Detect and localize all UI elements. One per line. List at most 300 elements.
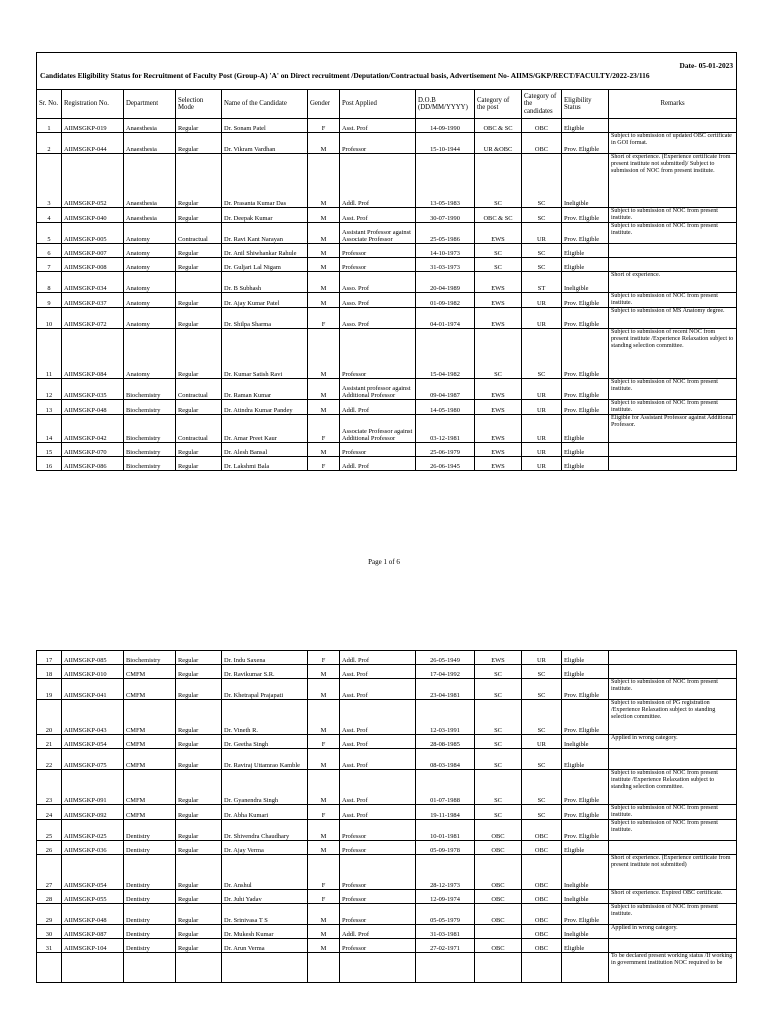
sr-cell: 31	[37, 939, 62, 953]
title-cell	[37, 53, 737, 90]
registration-cell: AIIMSGKP-054	[62, 855, 124, 890]
post-applied-cell: Professor	[340, 841, 416, 855]
gender-cell: F	[308, 735, 340, 749]
post-applied-cell: Assistant Professor against Associate Professor	[340, 223, 416, 244]
department-cell: Anaesthesia	[124, 154, 176, 208]
gender-cell: M	[308, 770, 340, 805]
gender-cell: F	[308, 890, 340, 904]
eligibility-status-cell: Prov. Eligible	[562, 133, 609, 154]
selection-mode-cell: Contractual	[176, 415, 222, 443]
table-row	[37, 308, 737, 329]
eligibility-status-cell: Ineligible	[562, 735, 609, 749]
department-cell: CMFM	[124, 735, 176, 749]
sr-cell: 3	[37, 154, 62, 208]
table-row	[37, 679, 737, 700]
table-row	[37, 329, 737, 379]
table-row	[37, 400, 737, 415]
department-cell: Anatomy	[124, 223, 176, 244]
candidate-name-cell: Dr. Guljari Lal Nigam	[222, 258, 308, 272]
remarks-cell	[609, 244, 737, 258]
selection-mode-cell: Regular	[176, 735, 222, 749]
candidate-name-cell: Dr. Vikram Vardhan	[222, 133, 308, 154]
category-candidate-cell: UR	[522, 379, 562, 400]
remarks-cell: Subject to submission of NOC from present institute.	[609, 293, 737, 308]
sr-cell: 1	[37, 119, 62, 133]
department-cell: CMFM	[124, 770, 176, 805]
category-candidate-cell: SC	[522, 258, 562, 272]
registration-cell: AIIMSGKP-042	[62, 415, 124, 443]
sr-cell: 2	[37, 133, 62, 154]
category-candidate-cell: UR	[522, 223, 562, 244]
table-row	[37, 208, 737, 223]
gender-cell: M	[308, 272, 340, 293]
sr-cell: 11	[37, 329, 62, 379]
sr-cell	[37, 953, 62, 983]
eligibility-status-cell: Prov. Eligible	[562, 379, 609, 400]
table-row	[37, 700, 737, 735]
category-candidate-cell: SC	[522, 700, 562, 735]
post-applied-cell: Professor	[340, 939, 416, 953]
candidate-name-cell: Dr. Sonam Patel	[222, 119, 308, 133]
eligibility-status-cell: Eligible	[562, 119, 609, 133]
post-applied-cell: Asso. Prof	[340, 272, 416, 293]
table-row	[37, 119, 737, 133]
registration-cell: AIIMSGKP-070	[62, 443, 124, 457]
selection-mode-cell	[176, 953, 222, 983]
table-row	[37, 244, 737, 258]
remarks-cell	[609, 443, 737, 457]
post-applied-cell: Assistant professor against Additional Professor	[340, 379, 416, 400]
department-cell: Biochemistry	[124, 400, 176, 415]
department-cell: Dentistry	[124, 855, 176, 890]
dob-cell: 27-02-1971	[416, 939, 475, 953]
category-post-cell: OBC	[475, 890, 522, 904]
post-applied-cell: Professor	[340, 904, 416, 925]
gender-cell: F	[308, 651, 340, 665]
selection-mode-cell: Regular	[176, 820, 222, 841]
eligibility-status-cell: Prov. Eligible	[562, 329, 609, 379]
eligibility-status-cell	[562, 953, 609, 983]
eligibility-status-cell: Prov. Eligible	[562, 223, 609, 244]
category-post-cell: EWS	[475, 415, 522, 443]
registration-cell: AIIMSGKP-034	[62, 272, 124, 293]
sr-cell: 17	[37, 651, 62, 665]
candidate-name-cell: Dr. Raviraj Uttamrao Kamble	[222, 749, 308, 770]
remarks-cell: Eligible for Assistant Professor against Additional Professor.	[609, 415, 737, 443]
dob-cell: 09-04-1987	[416, 379, 475, 400]
category-candidate-cell: UR	[522, 308, 562, 329]
category-candidate-cell: UR	[522, 457, 562, 471]
registration-cell: AIIMSGKP-008	[62, 258, 124, 272]
registration-cell: AIIMSGKP-035	[62, 379, 124, 400]
candidate-name-cell: Dr. Vineth R.	[222, 700, 308, 735]
sr-cell: 4	[37, 208, 62, 223]
category-post-cell: SC	[475, 244, 522, 258]
table-row	[37, 735, 737, 749]
table-row	[37, 258, 737, 272]
table-row	[37, 415, 737, 443]
gender-cell: M	[308, 700, 340, 735]
department-cell: Biochemistry	[124, 457, 176, 471]
title-row	[37, 53, 737, 90]
eligibility-status-cell: Prov. Eligible	[562, 400, 609, 415]
table-row	[37, 925, 737, 939]
post-applied-cell: Asst. Prof	[340, 208, 416, 223]
category-candidate-cell: SC	[522, 770, 562, 805]
eligibility-status-cell: Prov. Eligible	[562, 679, 609, 700]
registration-cell: AIIMSGKP-043	[62, 700, 124, 735]
gender-cell: F	[308, 805, 340, 820]
sr-cell: 27	[37, 855, 62, 890]
eligibility-table-page-2	[36, 650, 737, 983]
registration-cell: AIIMSGKP-085	[62, 651, 124, 665]
dob-cell: 13-05-1983	[416, 154, 475, 208]
category-post-cell: SC	[475, 679, 522, 700]
registration-cell: AIIMSGKP-048	[62, 400, 124, 415]
category-post-cell: OBC	[475, 855, 522, 890]
category-candidate-cell: SC	[522, 805, 562, 820]
selection-mode-cell: Regular	[176, 855, 222, 890]
remarks-cell: Subject to submission of NOC from present institute.	[609, 904, 737, 925]
eligibility-status-cell: Eligible	[562, 443, 609, 457]
post-applied-cell: Asst. Prof	[340, 679, 416, 700]
remarks-cell: Subject to submission of NOC from present institute.	[609, 400, 737, 415]
category-candidate-cell: SC	[522, 329, 562, 379]
registration-cell: AIIMSGKP-092	[62, 805, 124, 820]
category-post-cell: SC	[475, 770, 522, 805]
registration-cell: AIIMSGKP-086	[62, 457, 124, 471]
dob-cell: 05-09-1978	[416, 841, 475, 855]
candidate-name-cell: Dr. Raman Kumar	[222, 379, 308, 400]
candidate-name-cell: Dr. Lakshmi Bala	[222, 457, 308, 471]
table-row	[37, 379, 737, 400]
gender-cell: M	[308, 223, 340, 244]
candidate-name-cell: Dr. Ajay Verma	[222, 841, 308, 855]
sr-cell: 16	[37, 457, 62, 471]
dob-cell: 01-07-1988	[416, 770, 475, 805]
selection-mode-cell: Regular	[176, 208, 222, 223]
selection-mode-cell: Regular	[176, 258, 222, 272]
sr-cell: 19	[37, 679, 62, 700]
gender-cell: M	[308, 379, 340, 400]
dob-cell: 25-06-1979	[416, 443, 475, 457]
eligibility-status-cell: Prov. Eligible	[562, 805, 609, 820]
category-candidate-cell: UR	[522, 443, 562, 457]
department-cell	[124, 953, 176, 983]
department-cell: Anatomy	[124, 272, 176, 293]
registration-cell: AIIMSGKP-037	[62, 293, 124, 308]
post-applied-cell: Professor	[340, 258, 416, 272]
department-cell: Anatomy	[124, 308, 176, 329]
category-candidate-cell: OBC	[522, 904, 562, 925]
registration-cell	[62, 953, 124, 983]
dob-cell: 26-06-1945	[416, 457, 475, 471]
department-cell: Biochemistry	[124, 415, 176, 443]
selection-mode-cell: Contractual	[176, 223, 222, 244]
eligibility-status-cell: Prov. Eligible	[562, 308, 609, 329]
remarks-cell: Short of experience. Expired OBC certificate.	[609, 890, 737, 904]
remarks-cell: Subject to submission of NOC from present institute.	[609, 820, 737, 841]
category-post-cell	[475, 953, 522, 983]
selection-mode-cell: Regular	[176, 749, 222, 770]
category-candidate-cell: SC	[522, 244, 562, 258]
remarks-cell: Subject to submission of NOC from present institute /Experience Relaxation subject to standing selection committee.	[609, 770, 737, 805]
category-candidate-cell: SC	[522, 665, 562, 679]
column-header-department: Department	[124, 90, 176, 119]
category-post-cell: SC	[475, 154, 522, 208]
sr-cell: 7	[37, 258, 62, 272]
category-post-cell: OBC	[475, 904, 522, 925]
registration-cell: AIIMSGKP-054	[62, 735, 124, 749]
department-cell: CMFM	[124, 749, 176, 770]
category-post-cell: EWS	[475, 443, 522, 457]
candidate-name-cell: Dr. Khetrapal Prajapati	[222, 679, 308, 700]
category-post-cell: SC	[475, 749, 522, 770]
remarks-cell: Subject to submission of NOC from present institute.	[609, 679, 737, 700]
candidate-name-cell: Dr. Atindra Kumar Pandey	[222, 400, 308, 415]
selection-mode-cell: Regular	[176, 841, 222, 855]
sr-cell: 26	[37, 841, 62, 855]
candidate-name-cell: Dr. Shivendra Chaudhary	[222, 820, 308, 841]
gender-cell: M	[308, 133, 340, 154]
selection-mode-cell: Regular	[176, 244, 222, 258]
sr-cell: 15	[37, 443, 62, 457]
registration-cell: AIIMSGKP-091	[62, 770, 124, 805]
candidate-name-cell: Dr. Anshul	[222, 855, 308, 890]
remarks-cell: Subject to submission of MS Anatomy degree.	[609, 308, 737, 329]
dob-cell: 28-08-1985	[416, 735, 475, 749]
eligibility-status-cell: Prov. Eligible	[562, 904, 609, 925]
gender-cell: M	[308, 400, 340, 415]
candidate-name-cell: Dr. Gyanendra Singh	[222, 770, 308, 805]
remarks-cell	[609, 939, 737, 953]
eligibility-status-cell: Prov. Eligible	[562, 700, 609, 735]
gender-cell: M	[308, 244, 340, 258]
registration-cell: AIIMSGKP-072	[62, 308, 124, 329]
sr-cell: 6	[37, 244, 62, 258]
category-candidate-cell: UR	[522, 651, 562, 665]
eligibility-status-cell: Ineligible	[562, 272, 609, 293]
post-applied-cell: Professor	[340, 133, 416, 154]
category-candidate-cell: OBC	[522, 890, 562, 904]
gender-cell: F	[308, 457, 340, 471]
department-cell: Anaesthesia	[124, 119, 176, 133]
post-applied-cell: Professor	[340, 890, 416, 904]
table-row	[37, 841, 737, 855]
category-candidate-cell: OBC	[522, 939, 562, 953]
post-applied-cell: Addl. Prof	[340, 154, 416, 208]
sr-cell: 8	[37, 272, 62, 293]
category-candidate-cell: OBC	[522, 119, 562, 133]
candidate-name-cell: Dr. B Subhash	[222, 272, 308, 293]
gender-cell: M	[308, 293, 340, 308]
eligibility-status-cell: Eligible	[562, 457, 609, 471]
dob-cell: 10-01-1981	[416, 820, 475, 841]
category-candidate-cell: OBC	[522, 925, 562, 939]
post-applied-cell: Professor	[340, 820, 416, 841]
registration-cell: AIIMSGKP-052	[62, 154, 124, 208]
department-cell: CMFM	[124, 700, 176, 735]
sr-cell: 5	[37, 223, 62, 244]
candidate-name-cell: Dr. Srinivasa T S	[222, 904, 308, 925]
table-row	[37, 665, 737, 679]
candidate-name-cell: Dr. Arun Verma	[222, 939, 308, 953]
remarks-cell: Subject to submission of NOC from present institute.	[609, 223, 737, 244]
table-body-page-2	[37, 651, 737, 983]
remarks-cell: Subject to submission of NOC from present institute.	[609, 805, 737, 820]
category-post-cell: EWS	[475, 272, 522, 293]
eligibility-status-cell: Ineligible	[562, 890, 609, 904]
candidate-name-cell: Dr. Amar Preet Kaur	[222, 415, 308, 443]
gender-cell: F	[308, 855, 340, 890]
category-candidate-cell	[522, 953, 562, 983]
dob-cell: 26-05-1949	[416, 651, 475, 665]
department-cell: Anatomy	[124, 258, 176, 272]
gender-cell: M	[308, 665, 340, 679]
department-cell: CMFM	[124, 665, 176, 679]
department-cell: Biochemistry	[124, 379, 176, 400]
post-applied-cell: Asst. Prof	[340, 749, 416, 770]
registration-cell: AIIMSGKP-005	[62, 223, 124, 244]
remarks-cell: Applied in wrong category.	[609, 735, 737, 749]
dob-cell: 12-03-1991	[416, 700, 475, 735]
post-applied-cell: Asst. Prof	[340, 700, 416, 735]
table-row	[37, 443, 737, 457]
registration-cell: AIIMSGKP-084	[62, 329, 124, 379]
sr-cell: 24	[37, 805, 62, 820]
registration-cell: AIIMSGKP-041	[62, 679, 124, 700]
column-header-sr: Sr. No.	[37, 90, 62, 119]
candidate-name-cell: Dr. Abha Kumari	[222, 805, 308, 820]
registration-cell: AIIMSGKP-010	[62, 665, 124, 679]
sr-cell: 23	[37, 770, 62, 805]
remarks-cell: Subject to submission of NOC from present institute.	[609, 379, 737, 400]
dob-cell: 31-03-1981	[416, 925, 475, 939]
dob-cell: 28-12-1973	[416, 855, 475, 890]
department-cell: Dentistry	[124, 904, 176, 925]
category-post-cell: OBC & SC	[475, 119, 522, 133]
registration-cell: AIIMSGKP-036	[62, 841, 124, 855]
dob-cell	[416, 953, 475, 983]
dob-cell: 04-01-1974	[416, 308, 475, 329]
selection-mode-cell: Regular	[176, 400, 222, 415]
department-cell: CMFM	[124, 679, 176, 700]
gender-cell: F	[308, 415, 340, 443]
gender-cell: M	[308, 154, 340, 208]
dob-cell: 14-10-1973	[416, 244, 475, 258]
gender-cell: M	[308, 679, 340, 700]
post-applied-cell: Asso. Prof	[340, 308, 416, 329]
gender-cell: M	[308, 329, 340, 379]
remarks-cell: To be declared present working status /If working in government institution NOC required to be	[609, 953, 737, 983]
remarks-cell: Applied in wrong category.	[609, 925, 737, 939]
sr-cell: 20	[37, 700, 62, 735]
selection-mode-cell: Regular	[176, 293, 222, 308]
category-candidate-cell: OBC	[522, 820, 562, 841]
table-row	[37, 890, 737, 904]
candidate-name-cell: Dr. Mukesh Kumar	[222, 925, 308, 939]
gender-cell: M	[308, 208, 340, 223]
table-row	[37, 749, 737, 770]
category-post-cell: SC	[475, 329, 522, 379]
dob-cell: 19-11-1984	[416, 805, 475, 820]
post-applied-cell: Asst. Prof	[340, 770, 416, 805]
category-candidate-cell: OBC	[522, 841, 562, 855]
candidate-name-cell: Dr. Juhi Yadav	[222, 890, 308, 904]
department-cell: CMFM	[124, 805, 176, 820]
document-date: Date- 05-01-2023	[679, 61, 734, 70]
category-candidate-cell: SC	[522, 679, 562, 700]
post-applied-cell: Professor	[340, 329, 416, 379]
remarks-cell	[609, 841, 737, 855]
table-row	[37, 133, 737, 154]
table-body-page-1	[37, 119, 737, 471]
department-cell: Anaesthesia	[124, 133, 176, 154]
results-sheet-page-2	[36, 650, 736, 983]
column-header-registration: Registration No.	[62, 90, 124, 119]
candidate-name-cell: Dr. Ajay Kumar Patel	[222, 293, 308, 308]
category-post-cell: EWS	[475, 457, 522, 471]
category-candidate-cell: ST	[522, 272, 562, 293]
table-row	[37, 293, 737, 308]
column-header-candidate-name: Name of the Candidate	[222, 90, 308, 119]
table-row	[37, 820, 737, 841]
category-candidate-cell: SC	[522, 208, 562, 223]
sr-cell: 12	[37, 379, 62, 400]
table-row	[37, 154, 737, 208]
candidate-name-cell: Dr. Kumar Satish Ravi	[222, 329, 308, 379]
eligibility-status-cell: Eligible	[562, 415, 609, 443]
document-title: Candidates Eligibility Status for Recruitment of Faculty Post (Group-A) 'A' on Direct recruitment /Deputation/Contractual basis, Advertisement No- AIIMS/GKP/RECT/FACULTY/2022-23/116	[40, 71, 650, 80]
category-candidate-cell: UR	[522, 293, 562, 308]
department-cell: Biochemistry	[124, 651, 176, 665]
dob-cell: 17-04-1992	[416, 665, 475, 679]
table-row	[37, 805, 737, 820]
eligibility-status-cell: Eligible	[562, 841, 609, 855]
column-header-row	[37, 90, 737, 119]
sr-cell: 18	[37, 665, 62, 679]
category-post-cell: OBC	[475, 939, 522, 953]
category-post-cell: EWS	[475, 379, 522, 400]
post-applied-cell: Asst. Prof	[340, 805, 416, 820]
registration-cell: AIIMSGKP-055	[62, 890, 124, 904]
results-sheet-page-1	[36, 52, 736, 471]
post-applied-cell: Professor	[340, 855, 416, 890]
category-post-cell: SC	[475, 665, 522, 679]
dob-cell: 15-10-1944	[416, 133, 475, 154]
selection-mode-cell: Regular	[176, 770, 222, 805]
candidate-name-cell: Dr. Deepak Kumar	[222, 208, 308, 223]
post-applied-cell: Asst. Prof	[340, 665, 416, 679]
eligibility-status-cell: Eligible	[562, 665, 609, 679]
registration-cell: AIIMSGKP-007	[62, 244, 124, 258]
category-post-cell	[475, 925, 522, 939]
department-cell: Dentistry	[124, 925, 176, 939]
sr-cell: 13	[37, 400, 62, 415]
dob-cell: 15-04-1982	[416, 329, 475, 379]
registration-cell: AIIMSGKP-025	[62, 820, 124, 841]
dob-cell: 25-05-1986	[416, 223, 475, 244]
remarks-cell: Subject to submission of PG registration /Experience Relaxation subject to standing selection committee.	[609, 700, 737, 735]
department-cell: Anatomy	[124, 293, 176, 308]
column-header-post-applied: Post Applied	[340, 90, 416, 119]
post-applied-cell: Addl. Prof	[340, 651, 416, 665]
selection-mode-cell: Regular	[176, 457, 222, 471]
selection-mode-cell: Regular	[176, 939, 222, 953]
remarks-cell	[609, 651, 737, 665]
remarks-cell: Short of experience. (Experience certificate from present institute not submitted)/ Subject to submission of NOC from present institute.	[609, 154, 737, 208]
remarks-cell: Subject to submission of recent NOC from present institute /Experience Relaxation subject to standing selection committee.	[609, 329, 737, 379]
